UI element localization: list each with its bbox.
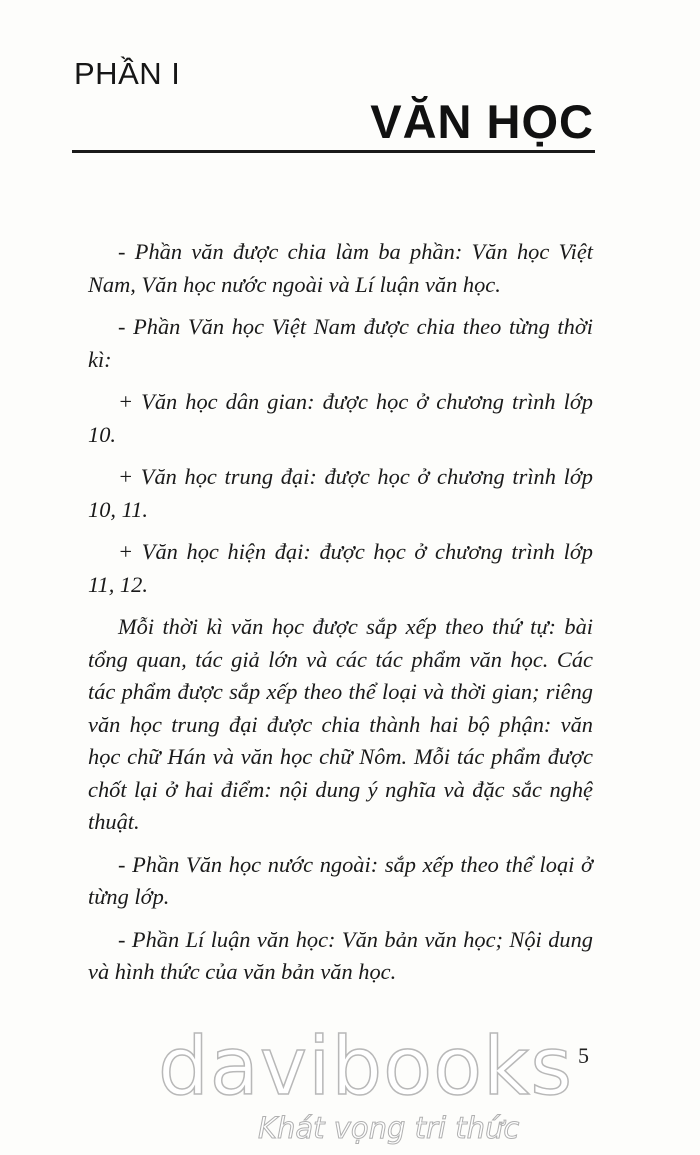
body-text bbox=[88, 236, 593, 999]
watermark-tagline: Khát vọng tri thức bbox=[258, 1111, 520, 1145]
paragraph: + Văn học trung đại: được học ở chương trình lớp 10, 11. bbox=[88, 464, 593, 522]
section-title: VĂN HỌC bbox=[370, 95, 594, 148]
paragraph: Mỗi thời kì văn học được sắp xếp theo thứ tự: bài tổng quan, tác giả lớn và các tác phẩm văn học. Các tác phẩm được sắp xếp theo thể loại và thời gian; riêng văn học trung đại được chia thành hai bộ phận: văn học chữ Hán và văn học chữ Nôm. Mỗi tác phẩm được chốt lại ở hai điểm: nội dung ý nghĩa và đặc sắc nghệ thuật. bbox=[88, 614, 593, 834]
paragraph: + Văn học hiện đại: được học ở chương trình lớp 11, 12. bbox=[88, 539, 593, 597]
title-rule bbox=[72, 150, 595, 153]
paragraph: - Phần Văn học nước ngoài: sắp xếp theo thể loại ở từng lớp. bbox=[88, 851, 593, 909]
paragraph: - Phần Lí luận văn học: Văn bản văn học; Nội dung và hình thức của văn bản văn học. bbox=[88, 926, 593, 984]
part-label: PHẦN I bbox=[74, 56, 181, 91]
paragraph: - Phần Văn học Việt Nam được chia theo từng thời kì: bbox=[88, 314, 593, 372]
watermark-logo: davibooks bbox=[158, 1020, 574, 1113]
paragraph: + Văn học dân gian: được học ở chương trình lớp 10. bbox=[88, 389, 593, 447]
paragraph: - Phần văn được chia làm ba phần: Văn học Việt Nam, Văn học nước ngoài và Lí luận văn học. bbox=[88, 239, 593, 297]
page-number: 5 bbox=[578, 1043, 589, 1068]
